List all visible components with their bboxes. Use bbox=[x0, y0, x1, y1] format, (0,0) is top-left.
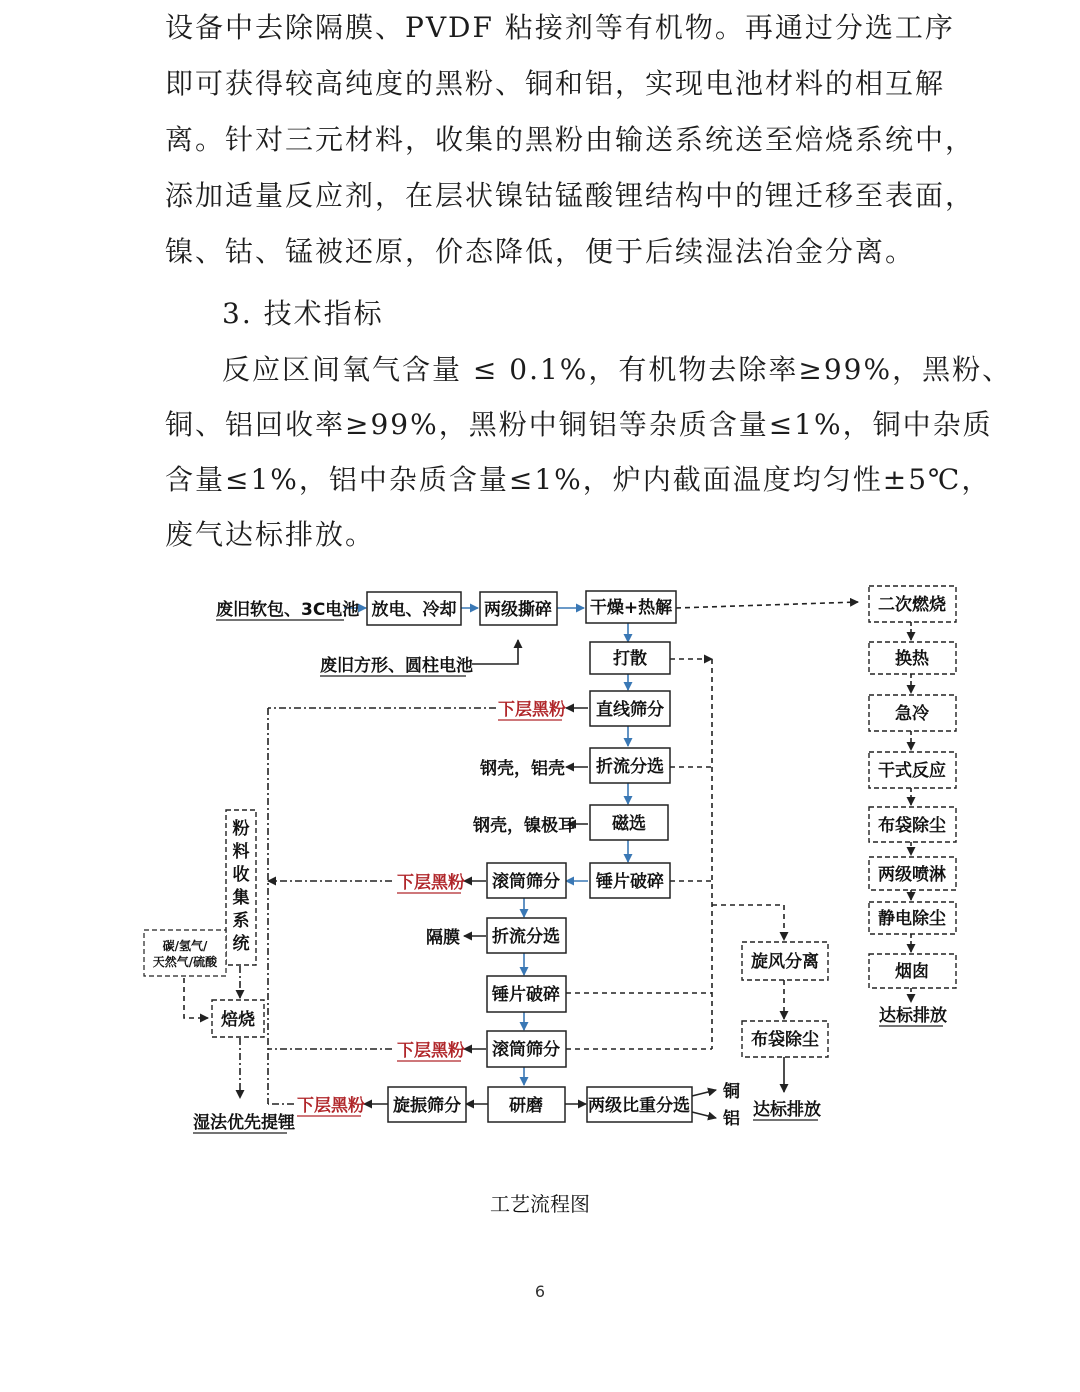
body-line: 添加适量反应剂，在层状镍钴锰酸锂结构中的锂迁移至表面， bbox=[165, 179, 976, 212]
body-line: 离。针对三元材料，收集的黑粉由输送系统送至焙烧系统中， bbox=[165, 123, 976, 156]
aluminum-label: 铝 bbox=[723, 1109, 740, 1129]
svg-text:干燥+热解: 干燥+热解 bbox=[589, 598, 673, 618]
steel-al-shell-label: 钢壳，铝壳 bbox=[480, 759, 565, 779]
svg-text:研磨: 研磨 bbox=[509, 1096, 543, 1116]
linear-screening-box bbox=[590, 691, 670, 726]
svg-text:布袋除尘: 布袋除尘 bbox=[878, 816, 946, 836]
electrostatic-box bbox=[869, 902, 956, 934]
svg-text:锤片破碎: 锤片破碎 bbox=[492, 985, 560, 1005]
figure-caption: 工艺流程图 bbox=[490, 1192, 590, 1216]
zigzag-sorting-box-2 bbox=[487, 918, 566, 953]
body-line: 铜、铝回收率≥99%，黑粉中铜铝等杂质含量≤1%，铜中杂质 bbox=[165, 408, 993, 441]
magnetic-separation-box bbox=[590, 805, 668, 840]
cyclone-box bbox=[742, 942, 828, 980]
dry-reaction-box bbox=[869, 752, 956, 788]
svg-text:旋风分离: 旋风分离 bbox=[751, 952, 819, 972]
spray-box bbox=[869, 857, 956, 890]
svg-text:布袋除尘: 布袋除尘 bbox=[751, 1030, 819, 1050]
connector bbox=[676, 602, 858, 608]
gravity-separation-box bbox=[587, 1087, 692, 1122]
svg-text:两级喷淋: 两级喷淋 bbox=[878, 865, 946, 885]
page-number: 6 bbox=[534, 1282, 546, 1301]
lower-black-powder-label-1: 下层黑粉 bbox=[498, 700, 566, 720]
separator-label: 隔膜 bbox=[426, 928, 460, 948]
lower-black-powder-label-4: 下层黑粉 bbox=[297, 1096, 365, 1116]
hammer-crushing-box-1 bbox=[590, 863, 670, 898]
heat-exchange-box bbox=[869, 642, 956, 674]
svg-text:直线筛分: 直线筛分 bbox=[596, 700, 664, 720]
svg-text:干式反应: 干式反应 bbox=[878, 761, 946, 781]
secondary-combustion-box bbox=[869, 586, 956, 622]
body-line: 即可获得较高纯度的黑粉、铜和铝，实现电池材料的相互解 bbox=[165, 67, 946, 100]
body-line: 含量≤1%，铝中杂质含量≤1%，炉内截面温度均匀性±5℃， bbox=[165, 463, 992, 496]
svg-text:烟囱: 烟囱 bbox=[895, 962, 929, 982]
svg-text:急冷: 急冷 bbox=[895, 704, 929, 724]
drying-pyrolysis-box bbox=[586, 591, 676, 623]
connector bbox=[692, 1112, 716, 1118]
roasting-box bbox=[212, 1000, 264, 1037]
input-prismatic-label: 废旧方形、圆柱电池 bbox=[320, 656, 473, 676]
vibro-screening-box bbox=[388, 1087, 466, 1122]
connector bbox=[472, 640, 518, 664]
connector bbox=[692, 1090, 716, 1096]
chimney-box bbox=[869, 954, 956, 988]
body-line: 反应区间氧气含量 ≤ 0.1%，有机物去除率≥99%，黑粉、 bbox=[222, 353, 1013, 386]
connector bbox=[184, 978, 208, 1018]
svg-text:二次燃烧: 二次燃烧 bbox=[878, 595, 946, 615]
body-line: 废气达标排放。 bbox=[165, 518, 376, 551]
body-line: 设备中去除隔膜、PVDF 粘接剂等有机物。再通过分选工序 bbox=[165, 11, 955, 44]
reagents-label: 碳/氢气/天然气/硫酸 bbox=[152, 939, 218, 969]
drum-screening-box-1 bbox=[487, 863, 566, 898]
section-heading: 3. 技术指标 bbox=[222, 297, 384, 330]
two-stage-shredding-box bbox=[480, 592, 557, 625]
quench-box bbox=[869, 695, 956, 731]
steel-ni-tab-label: 钢壳，镍极耳 bbox=[473, 816, 575, 836]
discharge-cooling-box bbox=[367, 592, 461, 625]
lower-black-powder-label-2: 下层黑粉 bbox=[397, 873, 465, 893]
copper-label: 铜 bbox=[723, 1082, 740, 1102]
powder-collection-label: 粉料收集系统 bbox=[232, 819, 250, 954]
svg-text:放电、冷却: 放电、冷却 bbox=[371, 600, 457, 620]
svg-text:两级比重分选: 两级比重分选 bbox=[588, 1096, 690, 1116]
svg-text:焙烧: 焙烧 bbox=[221, 1010, 255, 1030]
input-soft-pack-label: 废旧软包、3C电池 bbox=[216, 600, 360, 620]
svg-text:折流分选: 折流分选 bbox=[596, 757, 664, 777]
body-line: 镍、钴、锰被还原，价态降低，便于后续湿法冶金分离。 bbox=[165, 235, 916, 268]
scatter-box bbox=[590, 642, 670, 674]
svg-text:旋振筛分: 旋振筛分 bbox=[393, 1096, 461, 1116]
wet-lithium-label: 湿法优先提锂 bbox=[193, 1113, 295, 1133]
hammer-crushing-box-2 bbox=[487, 976, 566, 1012]
svg-text:滚筒筛分: 滚筒筛分 bbox=[492, 1040, 560, 1060]
svg-text:折流分选: 折流分选 bbox=[492, 927, 560, 947]
svg-text:滚筒筛分: 滚筒筛分 bbox=[492, 872, 560, 892]
bag-filter-box-2 bbox=[869, 807, 956, 842]
svg-text:静电除尘: 静电除尘 bbox=[878, 909, 946, 929]
svg-text:打散: 打散 bbox=[613, 649, 647, 669]
reagents-box bbox=[144, 930, 226, 976]
grinding-box bbox=[488, 1087, 565, 1122]
emission-label-1: 达标排放 bbox=[753, 1100, 821, 1120]
emission-label-2: 达标排放 bbox=[879, 1006, 947, 1026]
lower-black-powder-label-3: 下层黑粉 bbox=[397, 1041, 465, 1061]
svg-text:磁选: 磁选 bbox=[612, 814, 646, 834]
svg-text:锤片破碎: 锤片破碎 bbox=[596, 872, 664, 892]
svg-text:两级撕碎: 两级撕碎 bbox=[484, 600, 552, 620]
zigzag-sorting-box-1 bbox=[590, 748, 670, 783]
bag-filter-box-1 bbox=[742, 1021, 828, 1057]
drum-screening-box-2 bbox=[487, 1031, 566, 1067]
svg-text:换热: 换热 bbox=[895, 649, 929, 669]
connector bbox=[712, 905, 784, 940]
